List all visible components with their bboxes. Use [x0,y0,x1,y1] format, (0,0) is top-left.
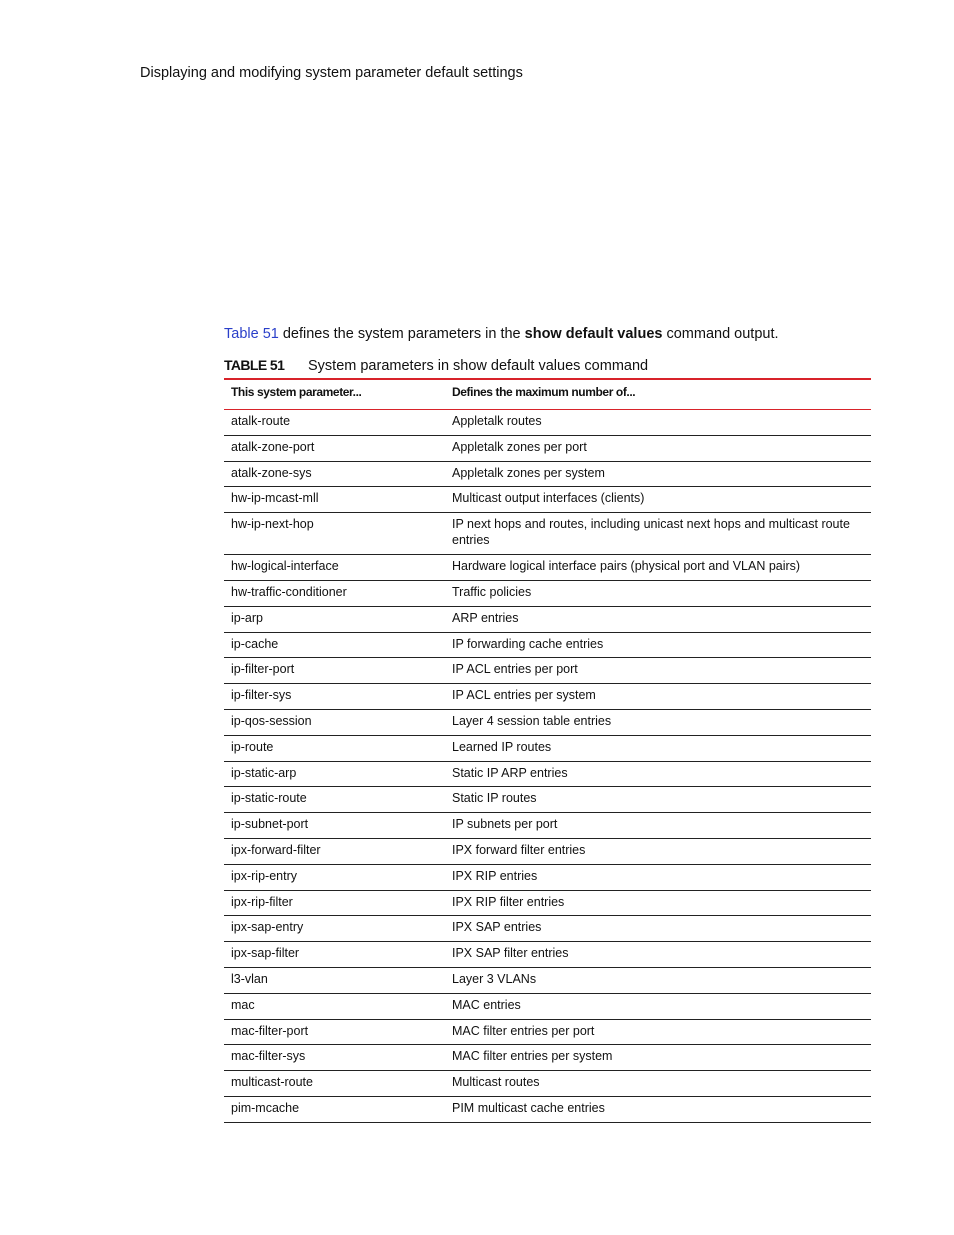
parameter-cell: ip-qos-session [231,713,312,728]
table-row [224,462,871,488]
parameters-table [224,378,871,1123]
definition-cell: Multicast output interfaces (clients) [452,491,645,506]
table-row [224,607,871,633]
intro-text-2: command output. [662,326,779,342]
parameter-cell: hw-ip-next-hop [231,517,314,532]
parameter-cell: ip-static-arp [231,765,297,780]
definition-cell: Appletalk zones per port [452,439,587,454]
definition-cell: Layer 4 session table entries [452,713,612,728]
column-header-definition: Defines the maximum number of... [452,385,636,399]
table-row [224,916,871,942]
definition-cell: MAC entries [452,997,521,1012]
parameter-cell: mac-filter-port [231,1023,309,1038]
definition-cell: Learned IP routes [452,739,552,754]
definition-cell: IPX SAP entries [452,920,542,935]
table-number: TABLE 51 [224,357,285,373]
definition-cell: ARP entries [452,610,519,625]
table-row [224,891,871,917]
definition-cell: Multicast routes [452,1075,540,1090]
table-row [224,839,871,865]
parameter-cell: hw-traffic-conditioner [231,584,347,599]
parameter-cell: hw-logical-interface [231,559,339,574]
definition-cell: IPX forward filter entries [452,842,586,857]
table-row [224,410,871,436]
table-xref-link[interactable]: Table 51 [224,326,279,342]
parameter-cell: atalk-route [231,414,291,428]
parameter-cell: ip-arp [231,610,263,625]
definition-cell: Traffic policies [452,584,532,599]
parameter-cell: ipx-sap-entry [231,920,304,935]
table-row [224,968,871,994]
table-row [224,1071,871,1097]
table-row [224,555,871,581]
definition-cell: PIM multicast cache entries [452,1100,605,1115]
table-header-row [224,380,871,410]
parameter-cell: pim-mcache [231,1100,300,1115]
table-row [224,487,871,513]
table-row [224,787,871,813]
table-row [224,736,871,762]
definition-cell: IPX RIP filter entries [452,894,565,909]
table-caption [224,357,648,374]
definition-cell: IPX SAP filter entries [452,946,569,961]
definition-cell: IP ACL entries per port [452,662,578,677]
parameter-cell: ip-subnet-port [231,817,309,832]
parameter-cell: l3-vlan [231,971,268,986]
parameter-cell: ipx-forward-filter [231,842,321,857]
parameter-cell: ip-filter-port [231,662,295,677]
definition-cell: MAC filter entries per port [452,1023,595,1038]
definition-cell: MAC filter entries per system [452,1049,613,1064]
parameter-cell: ipx-rip-entry [231,868,297,883]
definition-cell: IP ACL entries per system [452,688,596,703]
command-name: show default values [524,326,663,342]
definition-cell: IP subnets per port [452,817,558,832]
parameter-cell: atalk-zone-port [231,439,315,454]
table-title: System parameters in show default values command [308,358,649,374]
table-row [224,436,871,462]
parameter-cell: ip-cache [231,636,279,651]
table-row [224,633,871,659]
definition-cell: IP forwarding cache entries [452,636,604,651]
parameter-cell: ipx-rip-filter [231,894,293,909]
table-row [224,1020,871,1046]
table-row [224,865,871,891]
parameter-cell: ip-static-route [231,791,307,806]
definition-cell: Static IP ARP entries [452,765,568,780]
column-header-parameter: This system parameter... [231,385,362,399]
table-row [224,581,871,607]
table-row [224,684,871,710]
definition-cell: Hardware logical interface pairs (physical port and VLAN pairs) [452,559,801,574]
table-body [224,410,871,1123]
definition-cell: Static IP routes [452,791,537,806]
table-row [224,1045,871,1071]
table-row [224,658,871,684]
parameter-cell: atalk-zone-sys [231,465,312,480]
parameter-cell: hw-ip-mcast-mll [231,491,319,506]
definition-cell: IPX RIP entries [452,868,538,883]
table-row [224,710,871,736]
parameter-cell: ip-route [231,739,274,754]
table-row [224,813,871,839]
definition-cell: IP next hops and routes, including unicast next hops and multicast route entries [452,517,850,548]
parameter-cell: ipx-sap-filter [231,946,300,961]
parameter-cell: mac-filter-sys [231,1049,306,1064]
parameter-cell: ip-filter-sys [231,688,292,703]
table-row [224,762,871,788]
parameter-cell: mac [231,997,255,1012]
table-row [224,513,871,555]
definition-cell: Appletalk routes [452,414,542,428]
table-row [224,942,871,968]
parameter-cell: multicast-route [231,1075,313,1090]
table-row [224,1097,871,1123]
definition-cell: Appletalk zones per system [452,465,605,480]
table-row [224,994,871,1020]
definition-cell: Layer 3 VLANs [452,971,537,986]
page-header: Displaying and modifying system parameter default settings [140,65,523,81]
intro-text-1: defines the system parameters in the [278,326,525,342]
intro-paragraph [224,326,779,342]
